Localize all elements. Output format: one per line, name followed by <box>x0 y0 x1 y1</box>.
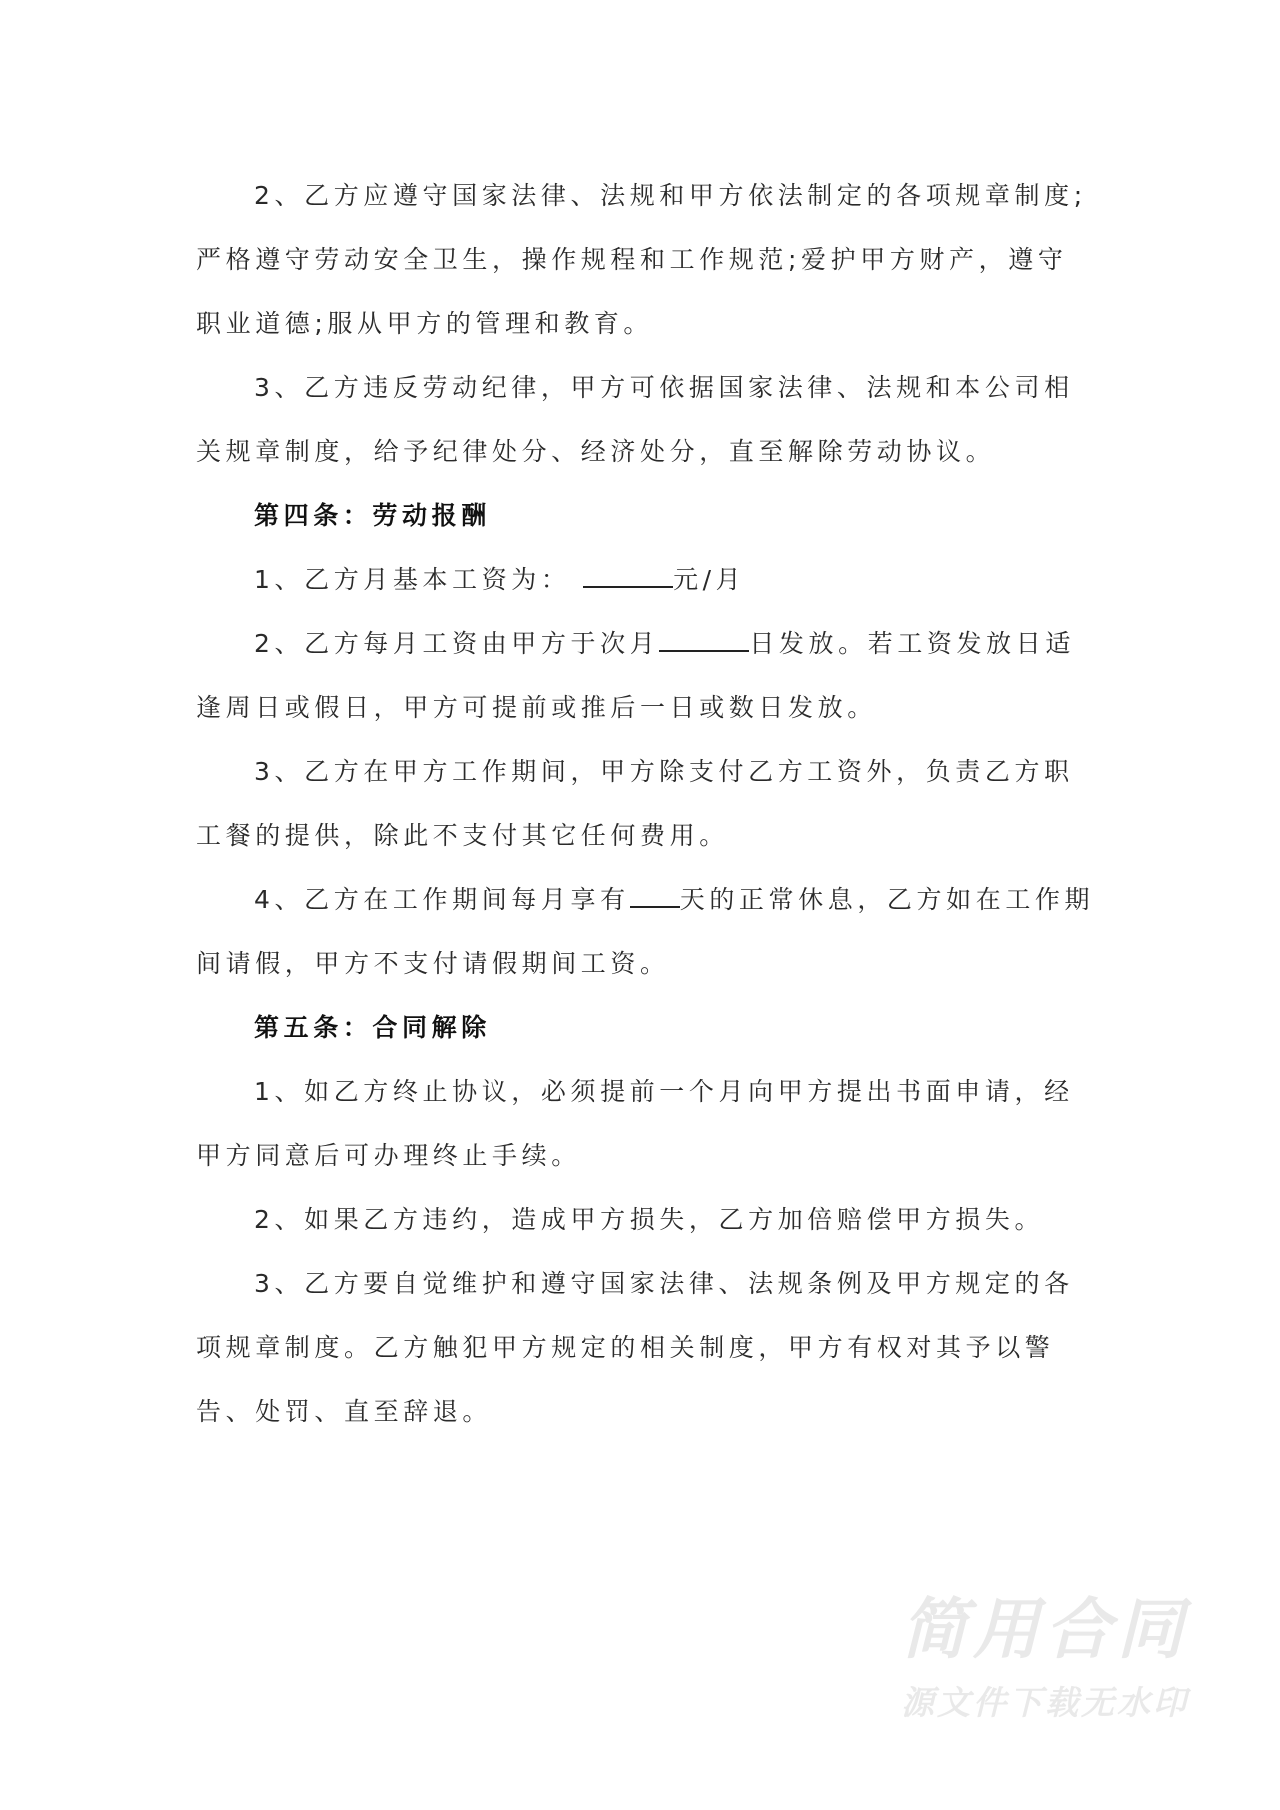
clause-5-item-3: 3、乙方要自觉维护和遵守国家法律、法规条例及甲方规定的各项规章制度。乙方触犯甲方规定的相关制度，甲方有权对其予以警告、处罚、直至辞退。 <box>196 1269 1074 1426</box>
salary-blank-field <box>583 562 673 588</box>
clause-4-item-4 <box>196 868 1096 996</box>
document-body <box>196 164 1096 1444</box>
clause-5-item-2: 2、如果乙方违约，造成甲方损失，乙方加倍赔偿甲方损失。 <box>254 1205 1045 1234</box>
clause-4-item-1 <box>196 548 1096 612</box>
section-heading-5: 第五条：合同解除 <box>254 1013 491 1042</box>
clause-4-item-3: 3、乙方在甲方工作期间，甲方除支付乙方工资外，负责乙方职工餐的提供，除此不支付其它任何费用。 <box>196 757 1074 850</box>
rest-days-blank-field <box>630 882 680 908</box>
clause-4-item-1-unit: 元/月 <box>673 565 746 594</box>
clause-4-item-2 <box>196 612 1096 740</box>
watermark <box>880 1590 1210 1726</box>
watermark-subtitle: 源文件下载无水印 <box>901 1683 1189 1722</box>
clause-4-item-4-text: 4、乙方在工作期间每月享有 <box>254 885 630 914</box>
clause-3-item-3: 3、乙方违反劳动纪律，甲方可依据国家法律、法规和本公司相关规章制度，给予纪律处分、经济处分，直至解除劳动协议。 <box>196 373 1074 466</box>
clause-4-item-4-rest: 天的正常休息，乙方如在工作期间请假，甲方不支付请假期间工资。 <box>196 885 1095 978</box>
section-heading-4: 第四条：劳动报酬 <box>254 501 491 530</box>
clause-3-item-2: 2、乙方应遵守国家法律、法规和甲方依法制定的各项规章制度;严格遵守劳动安全卫生，操作规程和工作规范;爱护甲方财产，遵守职业道德;服从甲方的管理和教育。 <box>196 181 1087 338</box>
clause-4-item-1-text: 1、乙方月基本工资为： <box>254 565 571 594</box>
clause-4-item-2-rest: 日发放。若工资发放日适逢周日或假日，甲方可提前或推后一日或数日发放。 <box>196 629 1075 722</box>
payday-blank-field <box>659 626 749 652</box>
clause-5-item-1: 1、如乙方终止协议，必须提前一个月向甲方提出书面申请，经甲方同意后可办理终止手续。 <box>196 1077 1074 1170</box>
clause-4-item-2-text: 2、乙方每月工资由甲方于次月 <box>254 629 660 658</box>
watermark-title: 简用合同 <box>901 1591 1189 1668</box>
